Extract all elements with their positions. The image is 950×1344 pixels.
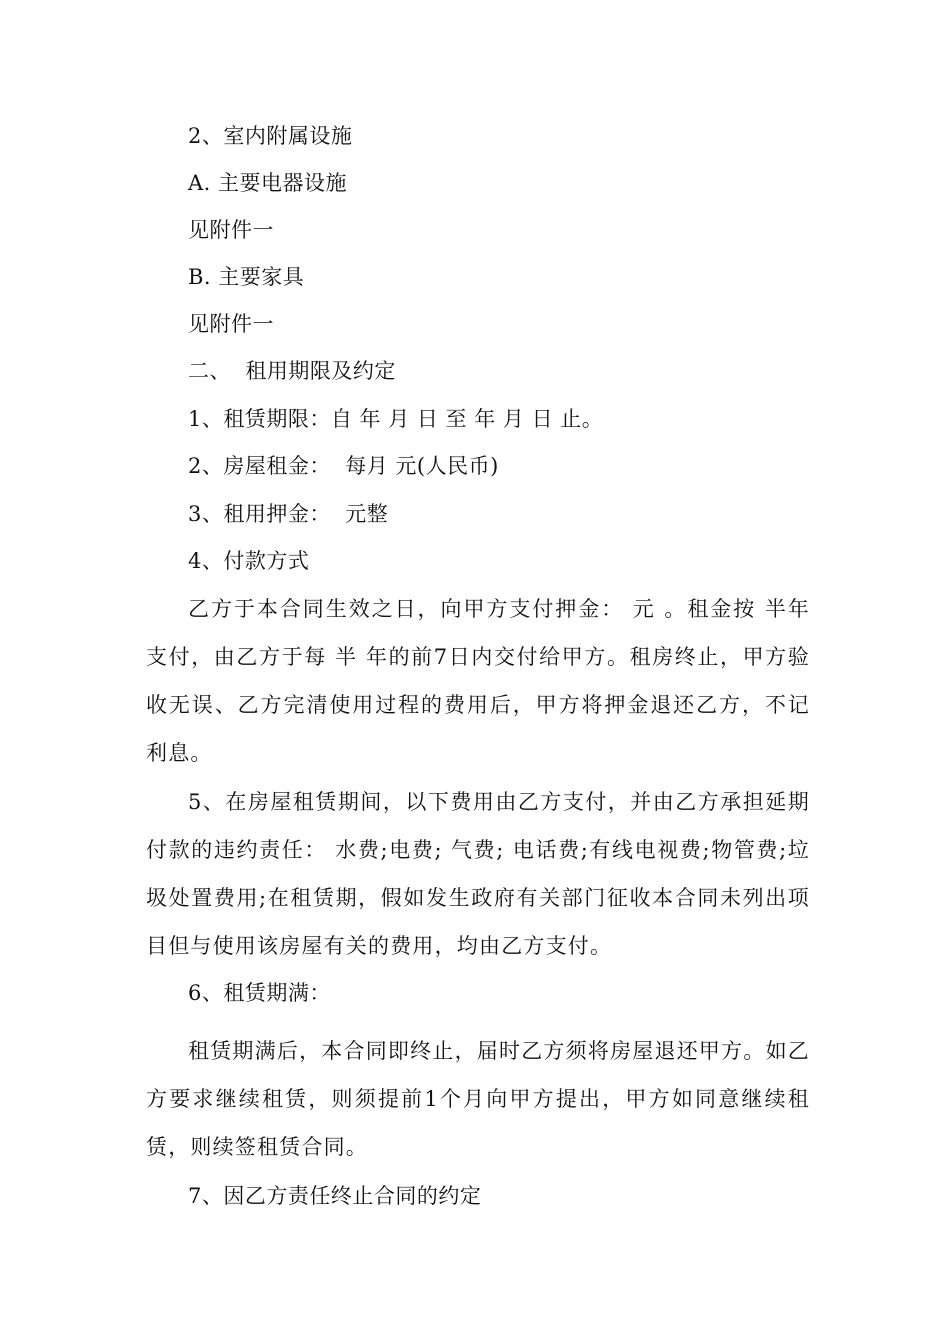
appliances-reference: 见附件一 bbox=[188, 218, 274, 242]
lease-expiry-heading: 6、租赁期满： bbox=[188, 981, 331, 1005]
furniture-reference: 见附件一 bbox=[188, 312, 274, 336]
lease-period-line: 1、租赁期限：自 年 月 日 至 年 月 日 止。 bbox=[188, 407, 604, 431]
deposit-line: 3、租用押金： 元整 bbox=[188, 502, 389, 526]
subsection-appliances: A. 主要电器设施 bbox=[188, 171, 348, 195]
rent-line: 2、房屋租金： 每月 元(人民币) bbox=[188, 454, 499, 478]
payment-paragraph: 乙方于本合同生效之日，向甲方支付押金： 元 。租金按 半年支付，由乙方于每 半 年的前7日内交付给甲方。租房终止，甲方验收无误、乙方完清使用过程的费用后，甲方将押金退还乙方，不记利息。 bbox=[146, 597, 810, 765]
fees-paragraph: 5、在房屋租赁期间，以下费用由乙方支付，并由乙方承担延期付款的违约责任： 水费;电费; 气费; 电话费;有线电视费;物管费;垃圾处置费用;在租赁期，假如发生政府有关部门征收本合同未列出项目但与使用该房屋有关的费用，均由乙方支付。 bbox=[146, 790, 810, 958]
termination-heading: 7、因乙方责任终止合同的约定 bbox=[188, 1184, 482, 1208]
lease-expiry-paragraph: 租赁期满后，本合同即终止，届时乙方须将房屋退还甲方。如乙方要求继续租赁，则须提前1个月向甲方提出，甲方如同意继续租赁，则续签租赁合同。 bbox=[146, 1039, 810, 1159]
section-indoor-facilities: 2、室内附属设施 bbox=[188, 124, 353, 148]
payment-method-heading: 4、付款方式 bbox=[188, 549, 310, 573]
section-lease-term-heading: 二、 租用期限及约定 bbox=[188, 359, 396, 383]
subsection-furniture: B. 主要家具 bbox=[188, 265, 305, 289]
